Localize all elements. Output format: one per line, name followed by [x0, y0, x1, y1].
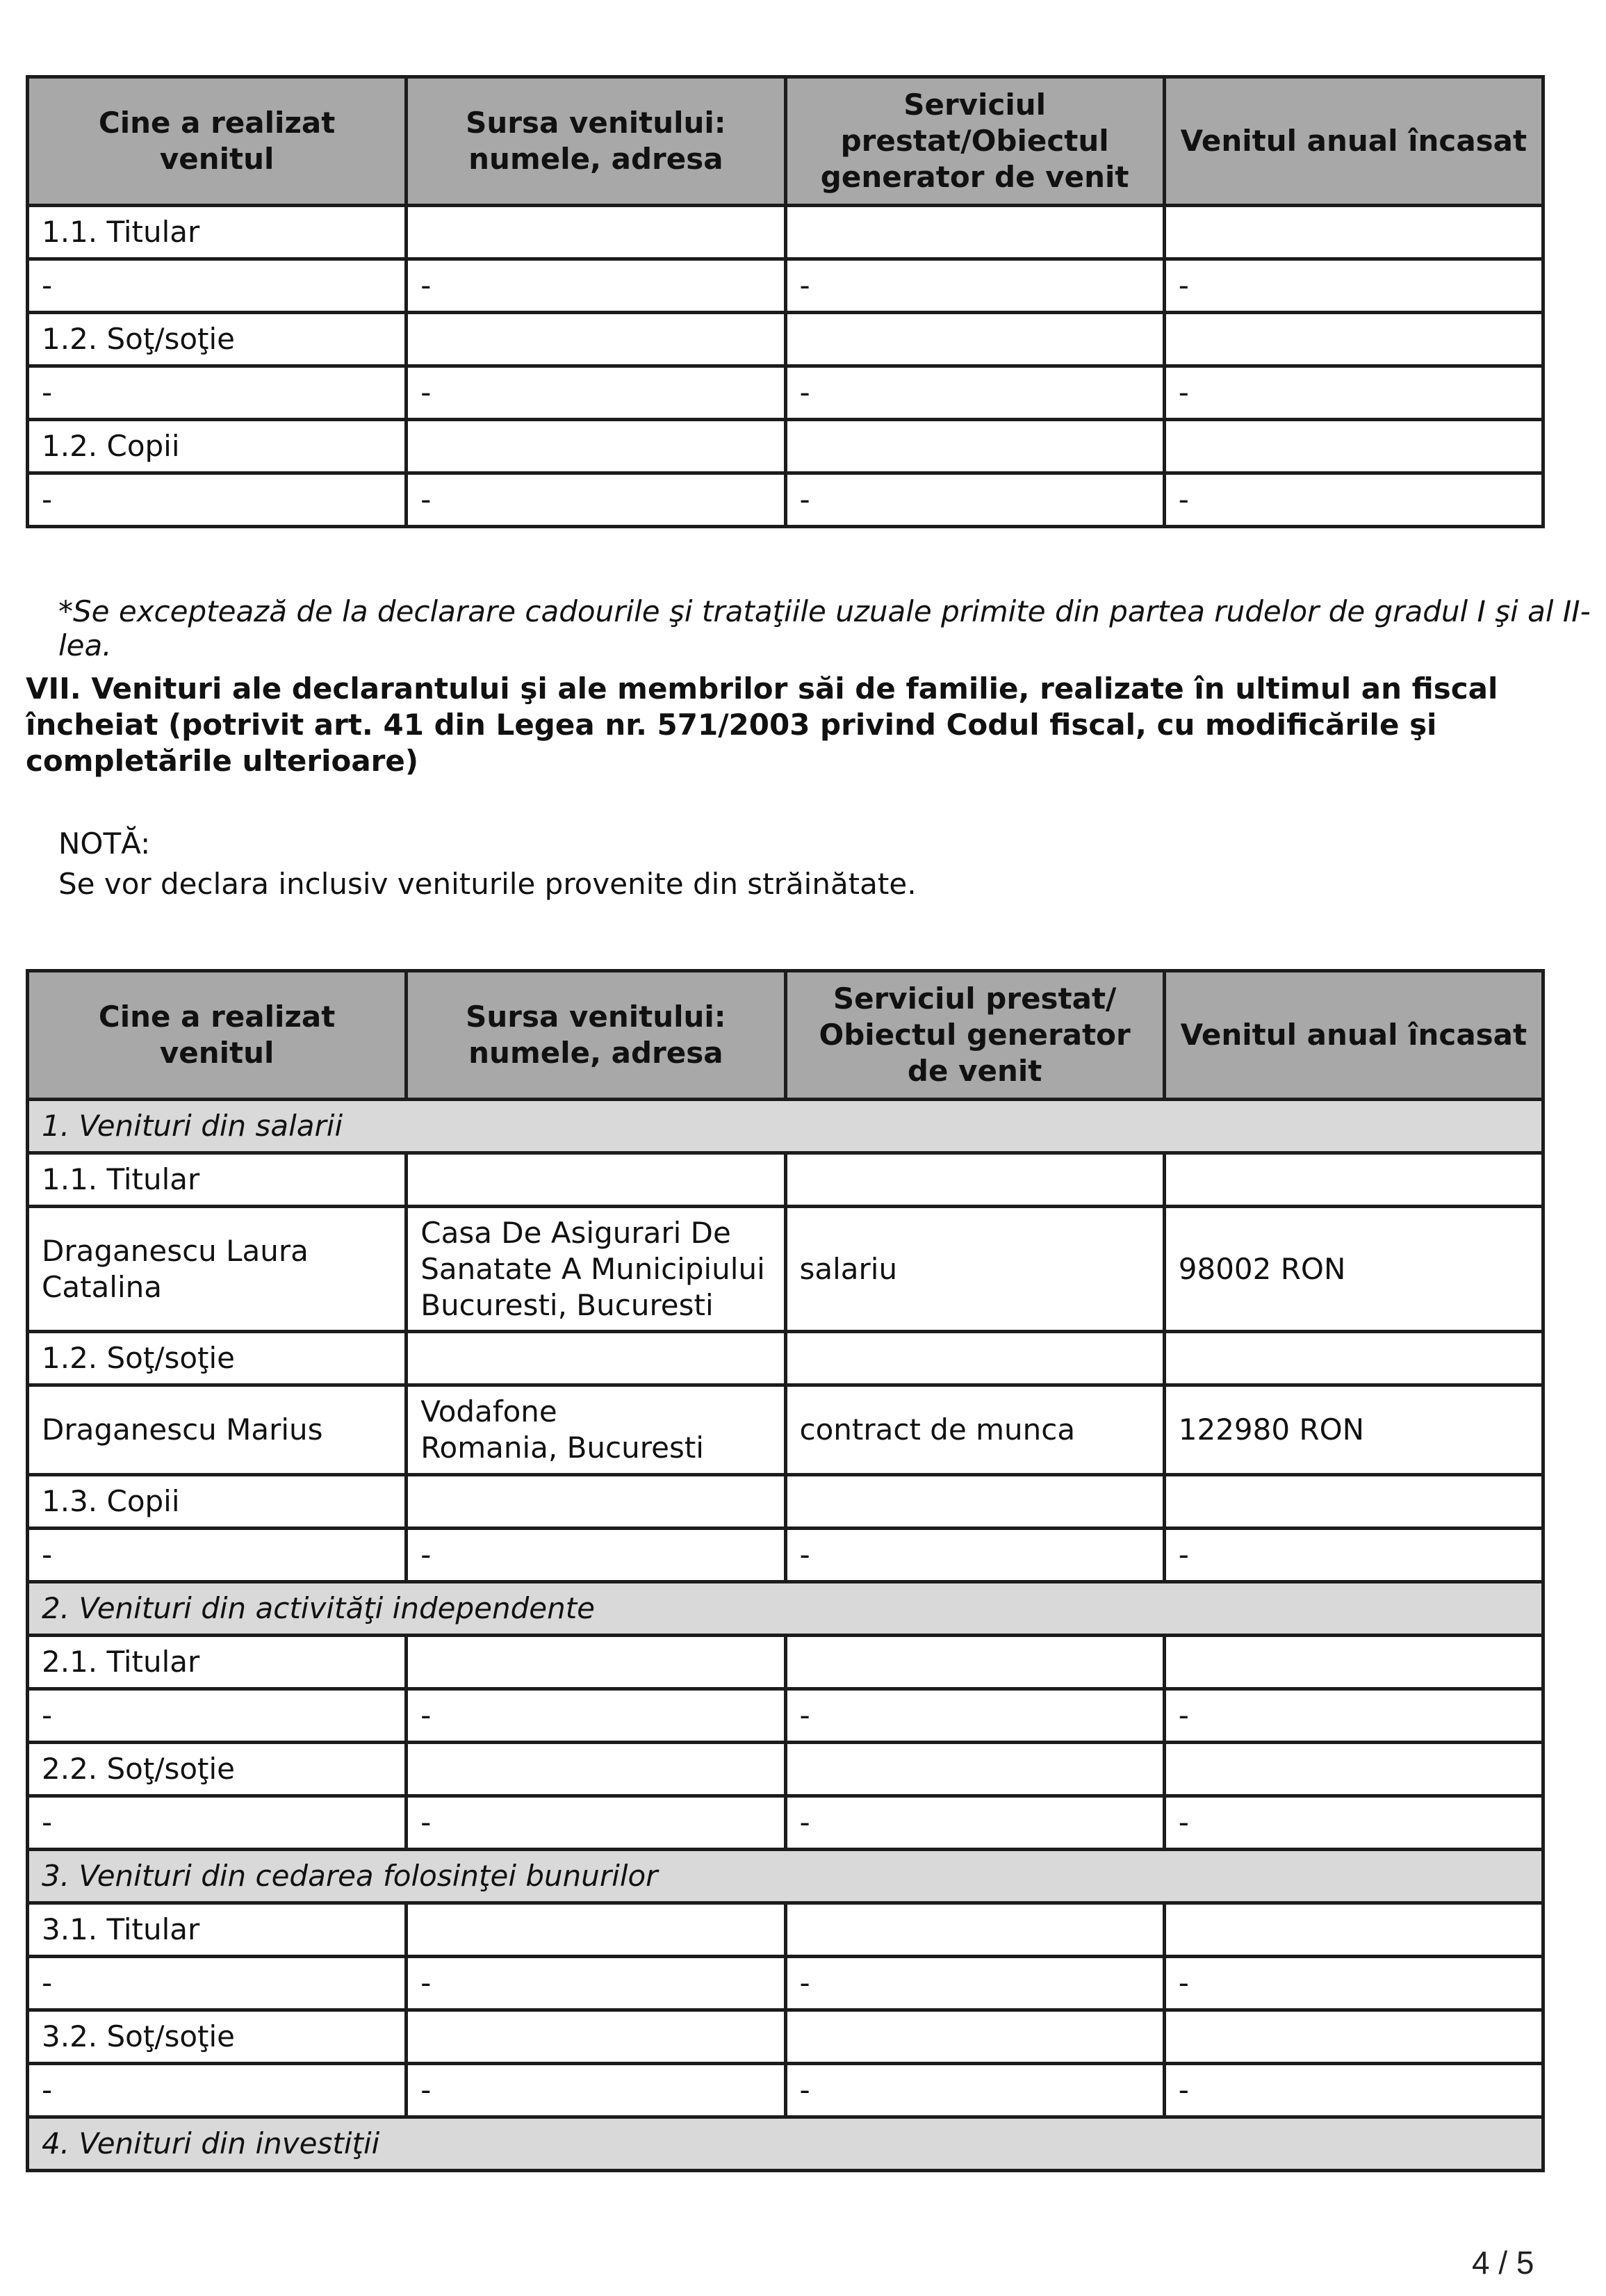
section-row	[28, 1100, 1543, 1153]
table-cell: -	[1164, 1796, 1543, 1850]
table-cell	[1164, 1636, 1543, 1689]
table-cell: -	[1164, 1529, 1543, 1582]
table-cell: -	[28, 2064, 407, 2117]
table-row	[28, 1385, 1543, 1475]
table-cell: -	[785, 1796, 1164, 1850]
table-cell: -	[785, 1529, 1164, 1582]
table-cell: -	[1164, 1957, 1543, 2010]
table-cell: -	[785, 366, 1164, 420]
table-cell	[407, 1743, 785, 1796]
table-cell	[407, 1636, 785, 1689]
table-row	[28, 1207, 1543, 1332]
table-cell	[1164, 1475, 1543, 1529]
table-cell	[407, 1332, 785, 1385]
table-cell: -	[28, 1796, 407, 1850]
table-row	[28, 1529, 1543, 1582]
table-row	[28, 1796, 1543, 1850]
table-cell: contract de munca	[785, 1385, 1164, 1475]
table-cell	[785, 1903, 1164, 1957]
table-row	[28, 1903, 1543, 1957]
table-cell: 98002 RON	[1164, 1207, 1543, 1332]
table-cell: -	[28, 1957, 407, 2010]
table-cell	[1164, 206, 1543, 259]
table-cell: 122980 RON	[1164, 1385, 1543, 1475]
header-cell: Sursa venitului: numele, adresa	[407, 77, 785, 206]
table-cell: -	[785, 259, 1164, 313]
table-cell	[407, 2010, 785, 2064]
section-label: 2. Venituri din activităţi independente	[28, 1582, 1543, 1636]
table-cell	[785, 1743, 1164, 1796]
table-header-row	[28, 77, 1543, 206]
section-label: 4. Venituri din investiţii	[28, 2117, 1543, 2171]
table-cell: -	[407, 1796, 785, 1850]
header-cell: Venitul anual încasat	[1164, 971, 1543, 1100]
gifts-footnote: *Se exceptează de la declarare cadourile şi trataţiile uzuale primite din partea rudelor de gradul I şi al II-lea.	[58, 594, 1591, 662]
table-row	[28, 259, 1543, 313]
table-row	[28, 2064, 1543, 2117]
table-row	[28, 1332, 1543, 1385]
table-cell	[407, 1475, 785, 1529]
section-row	[28, 1582, 1543, 1636]
table-cell: -	[28, 366, 407, 420]
table-cell	[785, 313, 1164, 366]
table-cell: 3.1. Titular	[28, 1903, 407, 1957]
table-cell	[407, 1153, 785, 1207]
section-label: 3. Venituri din cedarea folosinţei bunurilor	[28, 1850, 1543, 1903]
nota-label: NOTĂ:	[58, 827, 151, 861]
table-cell: Casa De Asigurari De Sanatate A Municipiului Bucuresti, Bucuresti	[407, 1207, 785, 1332]
table-cell: -	[1164, 2064, 1543, 2117]
table-cell: 1.3. Copii	[28, 1475, 407, 1529]
table-cell: -	[407, 1957, 785, 2010]
header-cell: Venitul anual încasat	[1164, 77, 1543, 206]
table-cell: 1.2. Soţ/soţie	[28, 313, 407, 366]
table-cell: -	[407, 473, 785, 527]
table-row	[28, 1689, 1543, 1743]
table-row	[28, 206, 1543, 259]
table-cell: -	[407, 1689, 785, 1743]
table-cell: -	[1164, 1689, 1543, 1743]
header-cell: Serviciul prestat/ Obiectul generator de venit	[785, 971, 1164, 1100]
table-cell	[785, 1332, 1164, 1385]
table-cell: -	[1164, 473, 1543, 527]
table-cell	[1164, 1743, 1543, 1796]
table-row	[28, 1957, 1543, 2010]
table-row	[28, 473, 1543, 527]
table-cell	[785, 1153, 1164, 1207]
table-cell	[1164, 1153, 1543, 1207]
table-cell	[407, 420, 785, 473]
header-cell: Sursa venitului: numele, adresa	[407, 971, 785, 1100]
table-cell	[785, 1475, 1164, 1529]
table-cell: -	[28, 1529, 407, 1582]
table-row	[28, 1475, 1543, 1529]
section-row	[28, 2117, 1543, 2171]
header-cell: Cine a realizat venitul	[28, 971, 407, 1100]
table-row	[28, 1743, 1543, 1796]
table-cell: -	[785, 2064, 1164, 2117]
table-cell: -	[28, 1689, 407, 1743]
table-cell	[1164, 2010, 1543, 2064]
nota-block	[58, 824, 917, 904]
table-cell	[785, 1636, 1164, 1689]
table-cell: salariu	[785, 1207, 1164, 1332]
table-cell	[1164, 1903, 1543, 1957]
table-row	[28, 1153, 1543, 1207]
table-cell: -	[407, 259, 785, 313]
table-cell	[785, 206, 1164, 259]
table-cell: -	[407, 1529, 785, 1582]
nota-text: Se vor declara inclusiv veniturile provenite din străinătate.	[58, 867, 917, 901]
table-cell: -	[785, 473, 1164, 527]
table-cell: 2.2. Soţ/soţie	[28, 1743, 407, 1796]
table-cell: -	[1164, 366, 1543, 420]
table-cell: 1.2. Copii	[28, 420, 407, 473]
gifts-table	[26, 75, 1545, 528]
table-cell: -	[28, 473, 407, 527]
table-cell: Vodafone Romania, Bucuresti	[407, 1385, 785, 1475]
table-cell: 1.2. Soţ/soţie	[28, 1332, 407, 1385]
income-table	[26, 969, 1545, 2172]
table-cell: 1.1. Titular	[28, 1153, 407, 1207]
table-cell: -	[1164, 259, 1543, 313]
table-cell	[407, 1903, 785, 1957]
table-cell: -	[785, 1689, 1164, 1743]
table-cell	[407, 313, 785, 366]
table-row	[28, 2010, 1543, 2064]
table-cell	[407, 206, 785, 259]
table-row	[28, 366, 1543, 420]
table-row	[28, 420, 1543, 473]
table-cell: -	[785, 1957, 1164, 2010]
section-label: 1. Venituri din salarii	[28, 1100, 1543, 1153]
table-cell	[785, 420, 1164, 473]
header-cell: Serviciul prestat/Obiectul generator de venit	[785, 77, 1164, 206]
table-cell: -	[407, 366, 785, 420]
table-cell	[1164, 1332, 1543, 1385]
table-row	[28, 1636, 1543, 1689]
section-row	[28, 1850, 1543, 1903]
table-cell	[1164, 420, 1543, 473]
header-cell: Cine a realizat venitul	[28, 77, 407, 206]
table-cell: 1.1. Titular	[28, 206, 407, 259]
table-cell	[785, 2010, 1164, 2064]
table-cell: 2.1. Titular	[28, 1636, 407, 1689]
table-cell: -	[407, 2064, 785, 2117]
section-title: VII. Venituri ale declarantului şi ale membrilor săi de familie, realizate în ultimul an fiscal încheiat (potrivit art. 41 din Legea nr. 571/2003 privind Codul fiscal, cu modificările şi completările ulterioare)	[26, 671, 1498, 778]
table-cell: 3.2. Soţ/soţie	[28, 2010, 407, 2064]
page-number: 4 / 5	[1472, 2245, 1534, 2281]
table-cell	[1164, 313, 1543, 366]
table-cell: -	[28, 259, 407, 313]
table-cell: Draganescu Marius	[28, 1385, 407, 1475]
table-row	[28, 313, 1543, 366]
table-cell: Draganescu Laura Catalina	[28, 1207, 407, 1332]
table-header-row	[28, 971, 1543, 1100]
